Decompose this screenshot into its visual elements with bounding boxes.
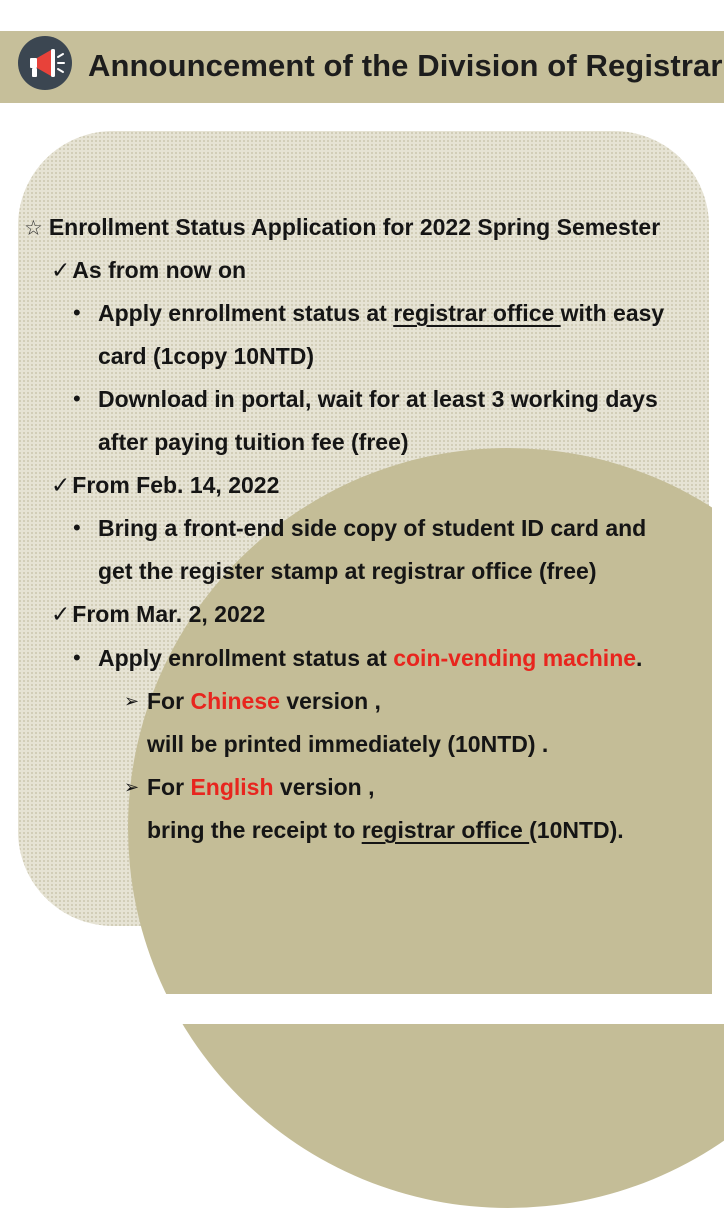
bullet-text-continued: card (1copy 10NTD) (98, 343, 315, 369)
sub-item-detail: will be printed immediately (10NTD) . (147, 731, 549, 757)
coin-vending-machine-highlight: coin-vending machine (393, 645, 637, 671)
bullet-text: Download in portal, wait for at least 3 working days (98, 386, 658, 412)
bullet-icon: • (73, 386, 81, 411)
sub-item-detail: bring the receipt to registrar office (10NTD). (147, 817, 624, 843)
bullet-icon: • (73, 645, 81, 670)
checkmark-icon: ✓ (51, 601, 71, 627)
sub-item-english: For English version , (147, 774, 375, 800)
sub-item-chinese: For Chinese version , (147, 688, 381, 714)
checkmark-icon: ✓ (51, 257, 71, 283)
bullet-icon: • (73, 515, 81, 540)
section-label-mar: ✓From Mar. 2, 2022 (51, 601, 266, 627)
page-title: Announcement of the Division of Registrar (88, 48, 723, 83)
checkmark-icon: ✓ (51, 472, 71, 498)
section-label-now: ✓As from now on (51, 257, 247, 283)
bullet-text: Apply enrollment status at registrar office with easy (98, 300, 665, 326)
bullet-text-continued: get the register stamp at registrar office (free) (98, 558, 597, 584)
registrar-office-link: registrar office (361, 817, 530, 843)
english-highlight: English (190, 774, 274, 800)
announcement-heading: ☆ Enrollment Status Application for 2022 Spring Semester (24, 214, 661, 240)
arrow-bullet-icon: ➢ (124, 691, 140, 711)
arrow-bullet-icon: ➢ (124, 777, 140, 797)
bullet-text: Bring a front-end side copy of student ID card and (98, 515, 647, 541)
registrar-office-link: registrar office (393, 300, 561, 326)
section-label-feb: ✓From Feb. 14, 2022 (51, 472, 280, 498)
bullet-text: Apply enrollment status at coin-vending machine. (98, 645, 643, 671)
star-icon: ☆ (24, 217, 43, 240)
bullet-icon: • (73, 300, 81, 325)
bullet-text-continued: after paying tuition fee (free) (98, 429, 409, 455)
chinese-highlight: Chinese (190, 688, 280, 714)
